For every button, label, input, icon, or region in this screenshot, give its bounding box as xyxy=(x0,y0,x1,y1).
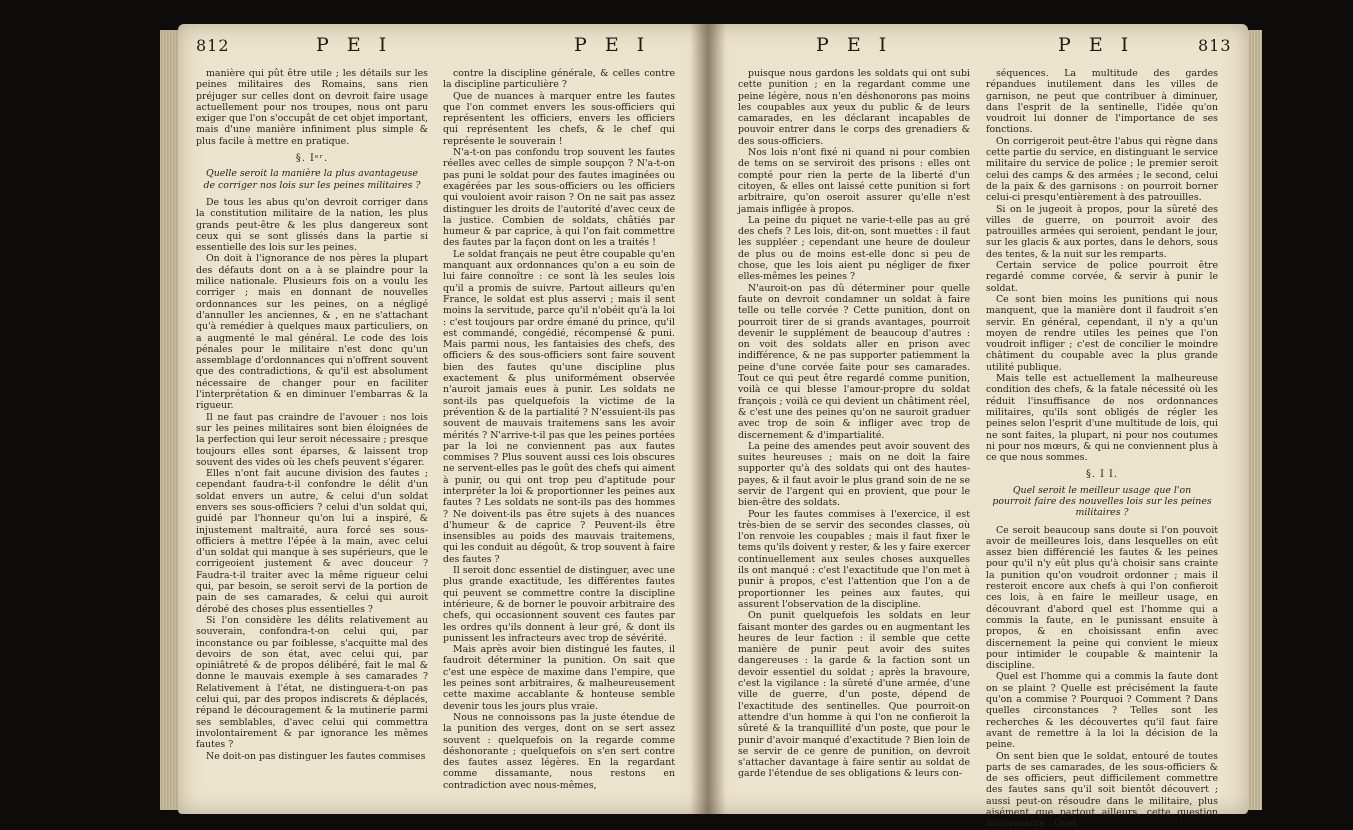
page-edges-right xyxy=(1246,30,1262,810)
section-question: Quelle seroit la manière la plus avantageuse de corriger nos lois sur les peines militaires ? xyxy=(203,168,421,191)
paragraph: N'a-t-on pas confondu trop souvent les fautes réelles avec celles de simple soupçon ? N'a-t-on pas puni le soldat pour des fautes imaginées ou exagérées par les sous-officiers ou les officiers qui vouloient avoir raison ? On ne sait pas assez distinguer les droits de l'autorité d'avec ceux de la justice. Combien de soldats, châtiés par humeur & par caprice, à qui l'on fait commettre des fautes par la façon dont on les a traités ! xyxy=(443,147,675,249)
left-page xyxy=(178,24,708,814)
page-edges-left xyxy=(160,30,180,810)
paragraph: Il seroit donc essentiel de distinguer, avec une plus grande exactitude, les différentes fautes qui peuvent se commettre contre la discipline intérieure, & de borner le pouvoir arbitraire des chefs, qui occasionnent souvent ces fautes par les ordres qu'ils donnent à leur gré, & dont ils punissent les infracteurs avec trop de sévérité. xyxy=(443,565,675,644)
paragraph: Ce sont bien moins les punitions qui nous manquent, que la manière dont il faudroit s'en servir. En général, cependant, il n'y a qu'un moyen de rendre utiles les peines que l'on voudroit infliger ; c'est de concilier le moindre châtiment du coupable avec la plus grande utilité publique. xyxy=(986,293,1218,373)
paragraph: contre la discipline générale, & celles contre la discipline particulière ? xyxy=(443,68,675,91)
right-page-column-1 xyxy=(738,68,970,808)
paragraph: Ce seroit beaucoup sans doute si l'on pouvoit avoir de meilleures lois, dans lesquelles on eût assez bien différencié les fautes & les peines pour qu'il n'y eût plus qu'à choisir sans crainte la punition qu'on voudroit ordonner ; mais il resteroit encore aux chefs à qui l'on confieroit ces lois, à en faire le meilleur usage, en découvrant d'abord quel est l'homme qui a commis la faute, en le punissant ensuite à propos, & en choisissant enfin avec discernement la peine qui convient le mieux pour intimider le coupable & maintenir la discipline. xyxy=(986,524,1218,672)
paragraph: Elles n'ont fait aucune division des fautes ; cependant faudra-t-il confondre le délit d'un soldat envers un autre, & celui d'un soldat envers ses sous-officiers ? celui d'un soldat qui, guidé par l'honneur qu'on lui a inspiré, & injustement maltraité, aura forcé ses sous-officiers à mettre l'épée à la main, avec celui d'un soldat qui manque à ses supérieurs, que le corrigeoient justement & avec douceur ? Faudra-t-il traiter avec la même rigueur celui qui, par besoin, se seroit servi de la portion de pain de ses camarades, & celui qui auroit dérobé des choses plus essentielles ? xyxy=(196,468,428,615)
paragraph: manière qui pût être utile ; les détails sur les peines militaires des Romains, sans rien préjuger sur celles dont on devroit faire usage actuellement pour nos troupes, nous ont paru exiger que l'on s'occupât de cet objet important, mais d'une manière infiniment plus simple & plus facile à mettre en pratique. xyxy=(196,68,428,147)
paragraph: La peine des amendes peut avoir souvent des suites heureuses ; mais on ne doit la faire supporter qu'à des soldats qui ont des hautes-payes, & il faut avoir le plus grand soin de ne se servir de l'argent qui en provient, que pour le bien-être des soldats. xyxy=(738,440,970,509)
paragraph: N'auroit-on pas dû déterminer pour quelle faute on devroit condamner un soldat à faire telle ou telle corvée ? Cette punition, dont on pourroit tirer de si grands avantages, pourroit devenir le supplément de beaucoup d'autres : on voit des soldats aller en prison avec indifférence, & ne pas supporter patiemment la peine d'une corvée faite pour ses camarades. Tout ce qui peut être regardé comme punition, voilà ce qui blesse l'amour-propre du soldat françois ; voilà ce qui devient un châtiment réel, & c'est une des peines qu'on ne sauroit graduer avec trop de soin & infliger avec trop de discernement & d'impartialité. xyxy=(738,282,970,441)
running-head: P E I xyxy=(816,34,893,56)
running-head: P E I xyxy=(574,34,651,56)
paragraph: Le soldat français ne peut être coupable qu'en manquant aux ordonnances qu'on a eu soin de lui faire connoître : ce sont là les seules lois qu'il a promis de suivre. Partout ailleurs qu'en France, le soldat est plus asservi ; mais il sent moins la servitude, parce qu'il n'obéit qu'à la loi : c'est toujours par ordre émané du prince, qu'il est commandé, congédié, récompensé & puni. Mais parmi nous, les fantaisies des chefs, des officiers & des sous-officiers sont faire souvent bien des fautes qu'une discipline plus exactement & plus uniformément observée n'auroit jamais eues à punir. Les soldats ne sont-ils pas quelquefois la victime de la prévention & de la partialité ? N'essuient-ils pas souvent de mauvais traitemens sans les avoir mérités ? N'arrive-t-il pas que les peines portées par la loi ne conviennent pas aux fautes commises ? Plus souvent aussi ces lois obscures ne servent-elles pas le goût des chefs qui aiment à punir, ou qui ont trop peu d'aptitude pour interpréter la loi & proportionner les peines aux fautes ? Les soldats ne sont-ils pas des hommes ? Ne doivent-ils pas être sujets à des nuances d'humeur & de caprice ? Peuvent-ils être insensibles au poids des mauvais traitemens, qui les conduit au dégoût, & trop souvent à faire des fautes ? xyxy=(443,248,675,565)
running-head: P E I xyxy=(316,34,393,56)
paragraph: On corrigeroit peut-être l'abus qui règne dans cette partie du service, en distinguant le service militaire du service de police ; le premier seroit celui des camps & des armées ; le second, celui de la paix & des garnisons : on pourroit borner celui-ci presqu'entièrement à des patrouilles. xyxy=(986,135,1218,204)
paragraph: Mais après avoir bien distingué les fautes, il faudroit déterminer la punition. On sait que c'est une espèce de maxime dans l'empire, que les peines sont arbitraires, & malheureusement cette maxime accablante & honteuse semble devenir tous les jours plus vraie. xyxy=(443,644,675,712)
paragraph: On sent bien que le soldat, entouré de toutes parts de ses camarades, de les sous-officiers & de ses officiers, peut difficilement commettre des fautes sans qu'il soit bientôt découvert ; aussi peut-on résoudre dans le militaire, plus aisément que partout ailleurs, cette question intéressante : Quel xyxy=(986,750,1218,830)
paragraph: Si on le jugeoit à propos, pour la sûreté des villes de guerre, on pourroit avoir des patrouilles armées qui seroient, pendant le jour, sur les glacis & aux portes, dans le dehors, sous des tentes, & la nuit sur les remparts. xyxy=(986,203,1218,260)
paragraph: Mais telle est actuellement la malheureuse condition des chefs, & la fatale nécessité où les réduit l'insuffisance de nos ordonnances militaires, qu'ils sont obligés de régler les peines selon l'esprit d'une multitude de lois, qui ne sont faites, la plupart, ni pour nos coutumes ni pour nos mœurs, & qui ne conviennent plus à ce que nous sommes. xyxy=(986,373,1218,464)
section-question: Quel seroit le meilleur usage que l'on pourroit faire des nouvelles lois sur les peines militaires ? xyxy=(992,484,1212,519)
left-page-column-2 xyxy=(443,68,675,808)
paragraph: Nous ne connoissons pas la juste étendue de la punition des verges, dont on se sert assez souvent : quelquefois on la regarde comme déshonorante ; quelquefois on s'en sert contre des fautes assez légères. En la regardant comme dissamante, nous restons en contradiction avec nous-mêmes, xyxy=(443,711,675,791)
paragraph: Si l'on considère les délits relativement au souverain, confondra-t-on celui qui, par inconstance ou par foiblesse, s'acquitte mal des devoirs de son état, avec celui qui, par opiniâtreté & de propos délibéré, fait le mal & donne le mauvais exemple à ses camarades ? Relativement à l'état, ne distinguera-t-on pas celui qui, par des propos indiscrets & déplacés, répand le découragement & la mutinerie parmi ses semblables, d'avec celui qui commettra involontairement & par ignorance les mêmes fautes ? xyxy=(196,614,428,751)
paragraph: La peine du piquet ne varie-t-elle pas au gré des chefs ? Les lois, dit-on, sont muettes : il faut les suppléer ; cependant une heure de douleur de plus ou de moins est-elle donc si peu de chose, que les lois aient pu négliger de fixer elles-mêmes les peines ? xyxy=(738,214,970,283)
paragraph: Il ne faut pas craindre de l'avouer : nos lois sur les peines militaires sont bien éloignées de la perfection qui leur seroit nécessaire ; presque toujours elles sont éparses, & laissent trop souvent des vides où les chefs peuvent s'égarer. xyxy=(196,411,428,468)
paragraph: Nos lois n'ont fixé ni quand ni pour combien de tems on se serviroit des prisons : elles ont compté pour rien la perte de la liberté d'un citoyen, & elles ont laissé cette punition si fort arbitraire, qu'on oseroit assurer qu'elle n'est jamais infligée à propos. xyxy=(738,147,970,215)
paragraph: Ne doit-on pas distinguer les fautes commises xyxy=(206,750,426,762)
right-page xyxy=(708,24,1248,830)
left-page-column-1 xyxy=(196,68,428,808)
right-page-column-2 xyxy=(986,68,1218,830)
paragraph: puisque nous gardons les soldats qui ont subi cette punition ; en la regardant comme une peine légère, nous n'en déshonorons pas moins les coupables aux yeux du public & de leurs camarades, en les déclarant incapables de pouvoir entrer dans le corps des grenadiers & des sous-officiers. xyxy=(738,68,970,147)
paragraph: On punit quelquefois les soldats en leur faisant monter des gardes ou en augmentant les heures de leur faction : il semble que cette manière de punir peut avoir des suites dangereuses : la garde & la faction sont un devoir essentiel du soldat ; après la bravoure, c'est la vigilance : la sûreté d'une armée, d'une ville de guerre, d'un poste, dépend de l'exactitude des sentinelles. Que pourroit-on attendre d'un homme à qui l'on ne confieroit la sûreté & la tranquillité d'un poste, que pour le punir d'avoir manqué d'exactitude ? Bien loin de se servir de ce genre de punition, on devroit s'attacher davantage à faire sentir au soldat de garde l'étendue de ses obligations & leurs con- xyxy=(738,610,970,780)
paragraph: séquences. La multitude des gardes répandues inutilement dans les villes de garnison, ne peut que contribuer à diminuer, dans l'esprit de la sentinelle, l'idée qu'on voudroit lui donner de l'importance de ses fonctions. xyxy=(986,68,1218,136)
section-heading: §. I I. xyxy=(1085,469,1119,481)
page-number: 813 xyxy=(1198,36,1232,55)
paragraph: Que de nuances à marquer entre les fautes que l'on commet envers les sous-officiers qui représentent les officiers, envers les officiers qui représentent les chefs, & le chef qui représente le souverain ! xyxy=(443,90,675,147)
paragraph: Certain service de police pourroit être regardé comme corvée, & servir à punir le soldat. xyxy=(986,260,1218,294)
paragraph: On doit à l'ignorance de nos pères la plupart des défauts dont on a à se plaindre pour la milice nationale. Plusieurs fois on a voulu les corriger ; mais en donnant de nouvelles ordonnances sur les peines, on a négligé d'annuller les anciennes, & , en ne s'attachant qu'à remédier à quelques maux particuliers, on a augmenté le mal général. Le code des lois pénales pour le militaire n'est donc qu'un assemblage d'ordonnances qui n'offrent souvent que des contradictions, & qu'il est absolument nécessaire de changer pour en faciliter l'interprétation & en diminuer l'embarras & la rigueur. xyxy=(196,253,428,412)
section-heading: §. Iᵉʳ. xyxy=(295,153,329,165)
running-head: P E I xyxy=(1058,34,1135,56)
page-number: 812 xyxy=(196,36,230,55)
paragraph: Pour les fautes commises à l'exercice, il est très-bien de se servir des secondes classes, où l'on renvoie les coupables ; mais il faut fixer le tems qu'ils doivent y rester, & les y faire exercer continuellement aux seules choses auxquelles ils ont manqué : c'est l'exactitude que l'on met à punir à propos, c'est l'attention que l'on a de proportionner les peines aux fautes, qui assurent l'observation de la discipline. xyxy=(738,508,970,610)
paragraph: Quel est l'homme qui a commis la faute dont on se plaint ? Quelle est précisément la faute qu'on a commise ? Pourquoi ? Comment ? Dans quelles circonstances ? Telles sont les recherches & les découvertes qu'il faut faire avant de remettre à la loi la décision de la peine. xyxy=(986,671,1218,751)
right-page-header xyxy=(708,34,1248,60)
paragraph: De tous les abus qu'on devroit corriger dans la constitution militaire de la nation, les plus grands peut-être & les plus dangereux sont ceux qui se sont glissés dans la partie si essentielle des lois sur les peines. xyxy=(196,196,428,254)
left-page-header xyxy=(178,34,708,60)
